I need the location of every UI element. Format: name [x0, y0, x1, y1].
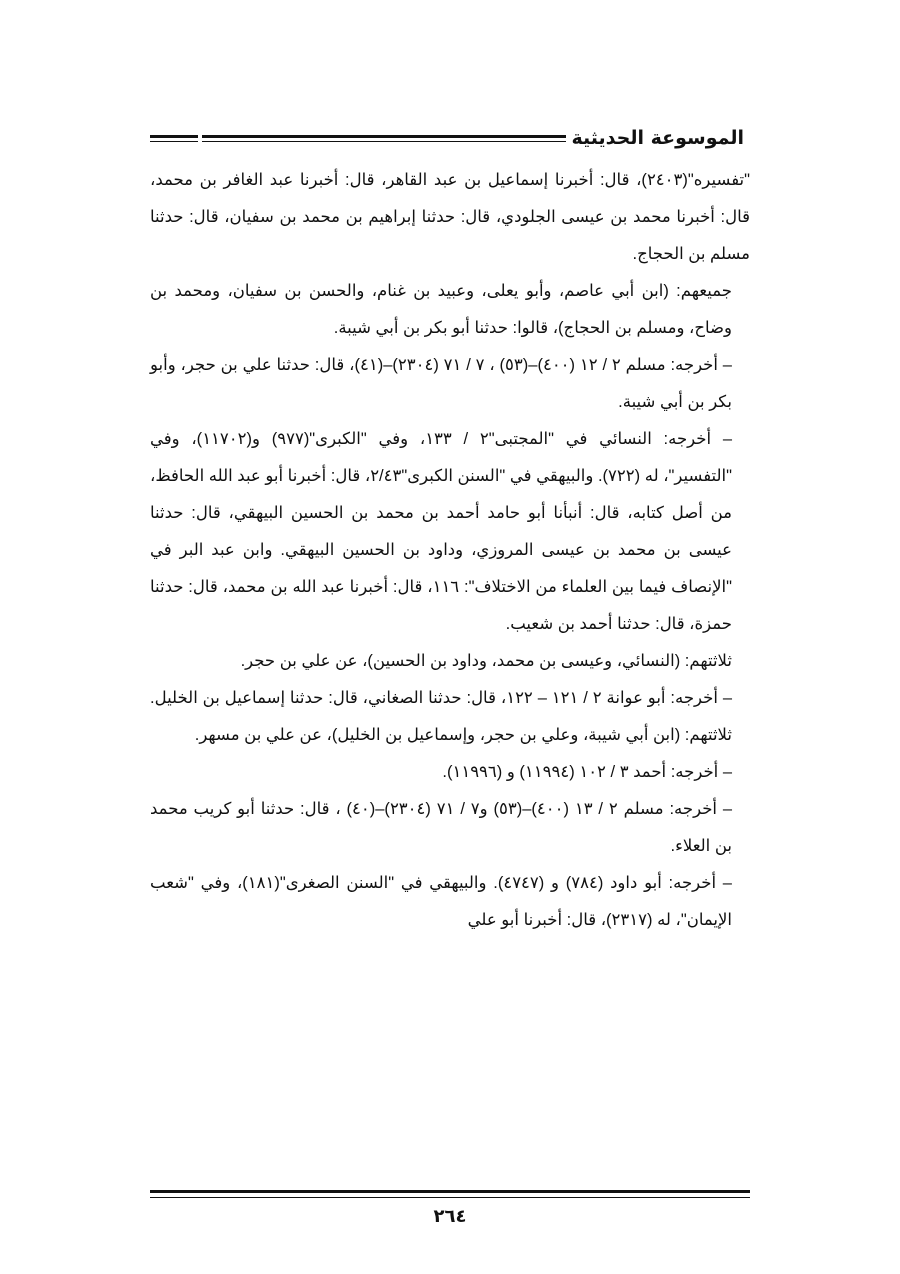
paragraph: "تفسيره"(٢٤٠٣)، قال: أخبرنا إسماعيل بن عبد القاهر، قال: أخبرنا عبد الغافر بن محمد، قال: أخبرنا محمد بن عيسى الجلودي، قال: حدثنا إبراهيم بن محمد بن سفيان، قال: حدثنا مسلم بن الحجاج.: [150, 171, 750, 263]
paragraph: – أخرجه: أبو عوانة ٢ / ١٢١ – ١٢٢، قال: حدثنا الصغاني، قال: حدثنا إسماعيل بن الخليل. ثلاثتهم: (ابن أبي شيبة، وعلي بن حجر، وإسماعيل بن الخليل)، عن علي بن مسهر.: [150, 689, 732, 744]
header-rule-left: [150, 135, 198, 142]
paragraph: – أخرجه: مسلم ٢ / ١٣ (٤٠٠)–(٥٣) و٧ / ٧١ (٢٣٠٤)–(٤٠) ، قال: حدثنا أبو كريب محمد بن العلاء.: [150, 800, 733, 855]
page-number: ٢٦٤: [433, 1206, 467, 1227]
footer-rule: [150, 1190, 750, 1198]
page-content: [150, 120, 750, 939]
paragraph: ثلاثتهم: (النسائي، وعيسى بن محمد، وداود بن الحسين)، عن علي بن حجر.: [240, 652, 732, 670]
header-rule: [202, 135, 566, 142]
paragraph: – أخرجه: مسلم ٢ / ١٢ (٤٠٠)–(٥٣) ، ٧ / ٧١ (٢٣٠٤)–(٤١)، قال: حدثنا علي بن حجر، وأبو بكر بن أبي شيبة.: [150, 356, 732, 411]
paragraph: – أخرجه: النسائي في "المجتبى"٢ / ١٣٣، وفي "الكبرى"(٩٧٧) و(١١٧٠٢)، وفي "التفسير"، له (٧٢٢). والبيهقي في "السنن الكبرى"٢/٤٣، قال: أخبرنا أبو عبد الله الحافظ، من أصل كتابه، قال: أنبأنا أبو حامد أحمد بن محمد بن الحسين البيهقي، قال: حدثنا عيسى بن محمد بن عيسى المروزي، وداود بن الحسين البيهقي. وابن عبد البر في "الإنصاف فيما بين العلماء من الاختلاف": ١١٦، قال: أخبرنا عبد الله بن محمد، قال: حدثنا حمزة، قال: حدثنا أحمد بن شعيب.: [150, 430, 733, 633]
body-text: [150, 162, 750, 939]
running-header: [150, 120, 750, 156]
paragraph: – أخرجه: أبو داود (٧٨٤) و (٤٧٤٧). والبيهقي في "السنن الصغرى"(١٨١)، وفي "شعب الإيمان"، له (٢٣١٧)، قال: أخبرنا أبو علي: [150, 874, 732, 929]
header-title: الموسوعة الحديثية: [571, 127, 744, 149]
paragraph: – أخرجه: أحمد ٣ / ١٠٢ (١١٩٩٤) و (١١٩٩٦).: [442, 763, 732, 781]
paragraph: جميعهم: (ابن أبي عاصم، وأبو يعلى، وعبيد بن غنام، والحسن بن سفيان، ومحمد بن وضاح، ومسلم بن الحجاج)، قالوا: حدثنا أبو بكر بن أبي شيبة.: [150, 282, 732, 337]
